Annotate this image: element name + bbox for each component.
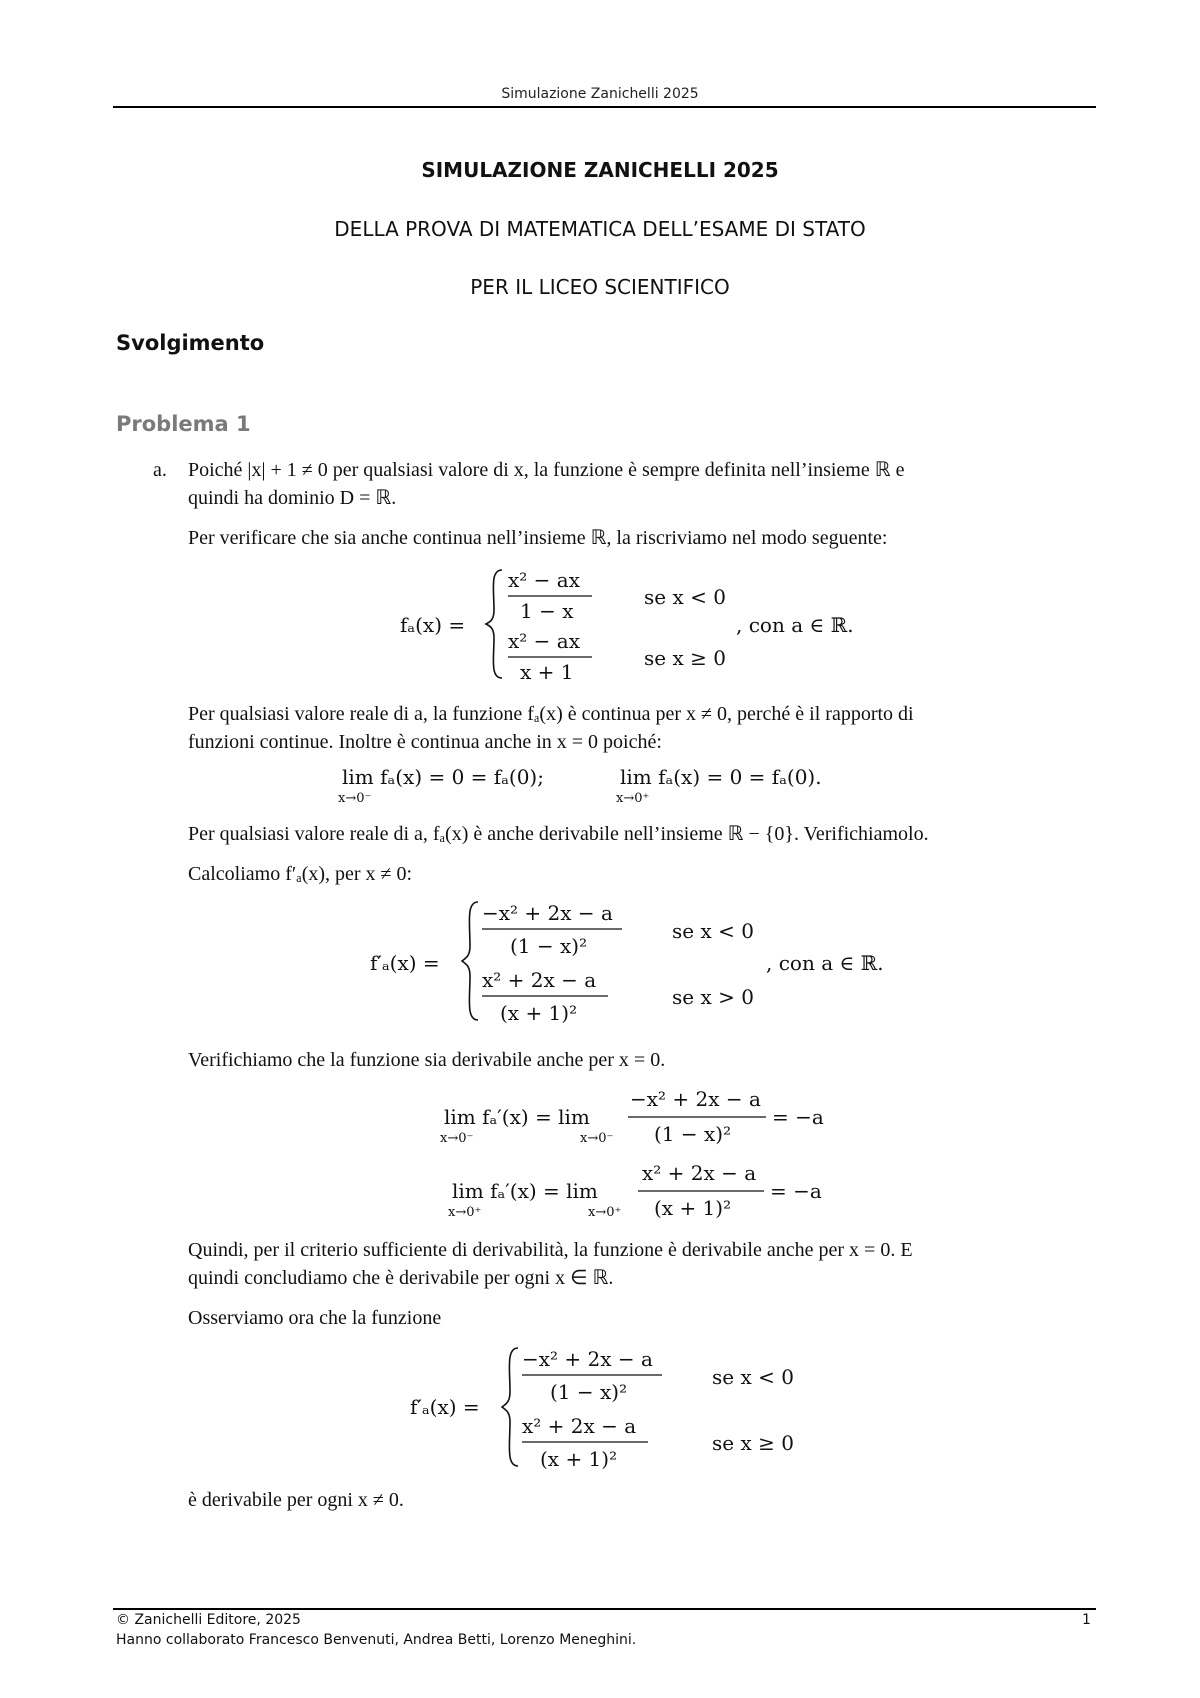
- eq2-right-subscript: x→0⁺: [616, 791, 650, 806]
- paragraph-continuity: Per qualsiasi valore reale di a, la funzione fₐ(x) è continua per x ≠ 0, perché è il rapporto di: [188, 703, 914, 725]
- eq3-numerator-1: −x² + 2x − a: [482, 901, 613, 925]
- eq1-condition-1: se x < 0: [644, 585, 726, 609]
- eq6-lhs: f′ₐ(x) =: [410, 1395, 480, 1419]
- eq4-subscript-2: x→0⁻: [580, 1131, 614, 1146]
- eq6-numerator-2: x² + 2x − a: [522, 1414, 637, 1438]
- eq5-numerator: x² + 2x − a: [642, 1161, 757, 1185]
- eq4-denominator: (1 − x)²: [654, 1122, 732, 1146]
- paragraph-continuity-intro: Per verificare che sia anche continua nell’insieme ℝ, la riscriviamo nel modo seguente:: [188, 527, 888, 549]
- equation-piecewise-function: [390, 560, 910, 690]
- item-label: a.: [153, 459, 167, 481]
- eq3-condition-1: se x < 0: [672, 919, 754, 943]
- eq1-denominator-2: x + 1: [520, 660, 574, 684]
- eq5-subscript-2: x→0⁺: [588, 1205, 622, 1220]
- section-heading: Svolgimento: [116, 331, 265, 355]
- eq4-numerator: −x² + 2x − a: [630, 1087, 761, 1111]
- eq6-denominator-2: (x + 1)²: [540, 1447, 618, 1471]
- eq5-denominator: (x + 1)²: [654, 1196, 732, 1220]
- paragraph-continuity-cont: funzioni continue. Inoltre è continua anche in x = 0 poiché:: [188, 731, 662, 753]
- footer-credits: Hanno collaborato Francesco Benvenuti, Andrea Betti, Lorenzo Meneghini.: [116, 1632, 637, 1648]
- footer-rule: [113, 1608, 1096, 1610]
- eq6-denominator-1: (1 − x)²: [550, 1380, 628, 1404]
- equation-left-derivative-limit: [430, 1082, 870, 1152]
- paragraph-derivative-intro: Calcoliamo f′ₐ(x), per x ≠ 0:: [188, 863, 413, 885]
- paragraph-derivability: Per qualsiasi valore reale di a, fₐ(x) è anche derivabile nell’insieme ℝ − {0}. Verifichiamolo.: [188, 823, 929, 845]
- document-subtitle-2: PER IL LICEO SCIENTIFICO: [470, 275, 730, 299]
- paragraph-conclusion: Quindi, per il criterio sufficiente di derivabilità, la funzione è derivabile anche per x = 0. E: [188, 1239, 913, 1261]
- equation-piecewise-derivative: [360, 892, 920, 1032]
- eq2-left: lim fₐ(x) = 0 = fₐ(0);: [342, 765, 544, 789]
- eq4-lhs: lim fₐ′(x) = lim: [444, 1105, 590, 1129]
- eq1-denominator-1: 1 − x: [520, 599, 574, 623]
- eq5-rhs: = −a: [770, 1179, 822, 1203]
- eq1-numerator-1: x² − ax: [508, 568, 580, 592]
- paragraph-domain: Poiché |x| + 1 ≠ 0 per qualsiasi valore di x, la funzione è sempre definita nell’insieme ℝ e: [188, 459, 905, 481]
- document-title: SIMULAZIONE ZANICHELLI 2025: [421, 158, 779, 182]
- eq3-lhs: f′ₐ(x) =: [370, 951, 440, 975]
- eq2-right: lim fₐ(x) = 0 = fₐ(0).: [620, 765, 822, 789]
- eq1-tail: , con a ∈ ℝ.: [736, 613, 854, 637]
- eq2-left-subscript: x→0⁻: [338, 791, 372, 806]
- eq3-denominator-1: (1 − x)²: [510, 934, 588, 958]
- eq3-numerator-2: x² + 2x − a: [482, 968, 597, 992]
- eq4-rhs: = −a: [772, 1105, 824, 1129]
- document-subtitle: DELLA PROVA DI MATEMATICA DELL’ESAME DI STATO: [334, 217, 866, 241]
- equation-piecewise-derivative-2: [400, 1338, 860, 1478]
- problem-heading: Problema 1: [116, 412, 251, 436]
- eq6-condition-2: se x ≥ 0: [712, 1431, 794, 1455]
- footer-copyright: © Zanichelli Editore, 2025: [116, 1612, 301, 1628]
- eq4-subscript-1: x→0⁻: [440, 1131, 474, 1146]
- header-rule: [113, 106, 1096, 108]
- eq6-numerator-1: −x² + 2x − a: [522, 1347, 653, 1371]
- paragraph-observation: Osserviamo ora che la funzione: [188, 1307, 442, 1329]
- eq1-numerator-2: x² − ax: [508, 629, 580, 653]
- paragraph-domain-cont: quindi ha dominio D = ℝ.: [188, 487, 397, 509]
- page-number: 1: [1082, 1612, 1091, 1628]
- equation-right-derivative-limit: [430, 1156, 870, 1226]
- eq1-lhs: fₐ(x) =: [400, 613, 466, 637]
- eq3-tail: , con a ∈ ℝ.: [766, 951, 884, 975]
- eq5-subscript-1: x→0⁺: [448, 1205, 482, 1220]
- eq6-condition-1: se x < 0: [712, 1365, 794, 1389]
- paragraph-final: è derivabile per ogni x ≠ 0.: [188, 1489, 404, 1511]
- paragraph-conclusion-cont: quindi concludiamo che è derivabile per ogni x ∈ ℝ.: [188, 1267, 614, 1289]
- equation-limits-continuity: [330, 760, 890, 810]
- eq3-condition-2: se x > 0: [672, 985, 754, 1009]
- eq3-denominator-2: (x + 1)²: [500, 1001, 578, 1025]
- eq5-lhs: lim fₐ′(x) = lim: [452, 1179, 598, 1203]
- paragraph-derivability-zero: Verifichiamo che la funzione sia derivabile anche per x = 0.: [188, 1049, 666, 1071]
- eq1-condition-2: se x ≥ 0: [644, 646, 726, 670]
- running-header: Simulazione Zanichelli 2025: [501, 86, 699, 102]
